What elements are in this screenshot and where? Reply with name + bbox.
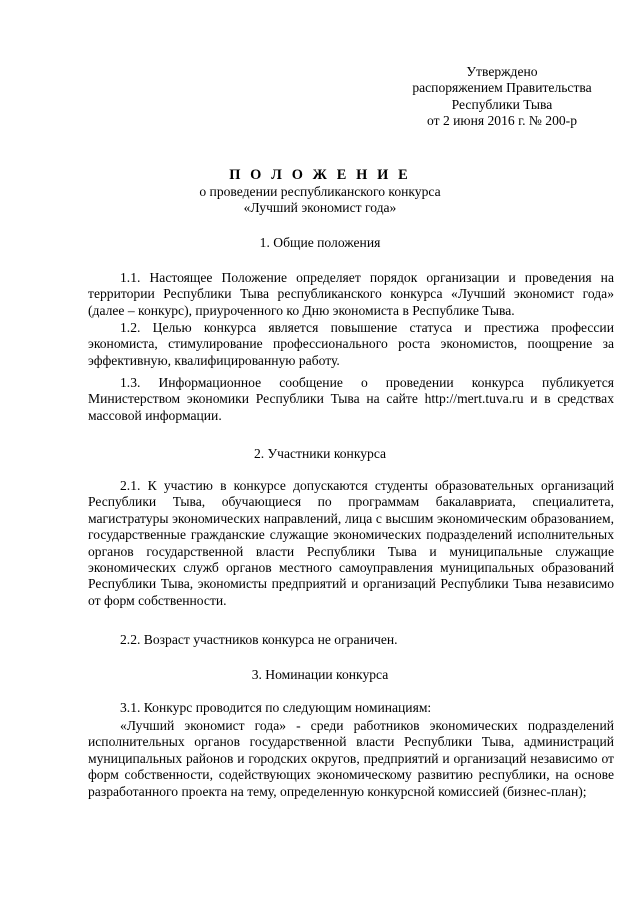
approval-block xyxy=(392,64,612,130)
subtitle-line: «Лучший экономист года» xyxy=(243,200,397,216)
approval-line: распоряжением Правительства xyxy=(412,80,592,96)
approval-line: Утверждено xyxy=(466,64,538,79)
section-heading-3: 3. Номинации конкурса xyxy=(251,667,389,682)
subtitle-line: о проведении республиканского конкурса xyxy=(199,184,441,199)
paragraph-1-2: 1.2. Целью конкурса является повышение статуса и престижа профессии экономиста, стимулирование профессионального роста экономистов, поощрение за эффективную, квалифицированную работу. xyxy=(88,320,614,368)
paragraph-3-2: «Лучший экономист года» - среди работников экономических подразделений исполнительных органов государственной власти Республики Тыва, администраций муниципальных районов и городских округов, предприятий и организаций независимо от форм собственности, содействующих экономическому развитию республики, на основе разработанного проекта на тему, определенную конкурсной комиссией (бизнес-план); xyxy=(88,718,614,799)
document-title: П О Л О Ж Е Н И Е xyxy=(229,167,411,183)
section-heading-1: 1. Общие положения xyxy=(259,235,381,250)
section-heading-2: 2. Участники конкурса xyxy=(253,446,387,461)
paragraph-3-1: 3.1. Конкурс проводится по следующим номинациям: xyxy=(120,700,432,715)
paragraph-2-2: 2.2. Возраст участников конкурса не ограничен. xyxy=(120,632,398,647)
approval-line: Республики Тыва xyxy=(451,96,553,112)
paragraph-2-1: 2.1. К участию в конкурсе допускаются студенты образовательных организаций Республики Тыва, обучающиеся по программам бакалавриата, специалитета, магистратуры экономических направлений, лица с высшим экономическим образованием, государственные гражданские служащие экономических подразделений исполнительных органов государственной власти Республики Тыва и муниципальные служащие экономических служб органов местного самоуправления муниципальных образований Республики Тыва, экономисты предприятий и организаций Республики Тыва независимо от форм собственности. xyxy=(88,478,614,608)
document-subtitle xyxy=(0,184,640,217)
paragraph-1-3: 1.3. Информационное сообщение о проведении конкурса публикуется Министерством экономики Республики Тыва на сайте http://mert.tuva.ru и в средствах массовой информации. xyxy=(88,375,614,423)
paragraph-1-1: 1.1. Настоящее Положение определяет порядок организации и проведения на территории Республики Тыва республиканского конкурса «Лучший экономист года» (далее – конкурс), приуроченного ко Дню экономиста в Республике Тыва. xyxy=(88,270,614,318)
approval-line: от 2 июня 2016 г. № 200-р xyxy=(426,113,577,129)
